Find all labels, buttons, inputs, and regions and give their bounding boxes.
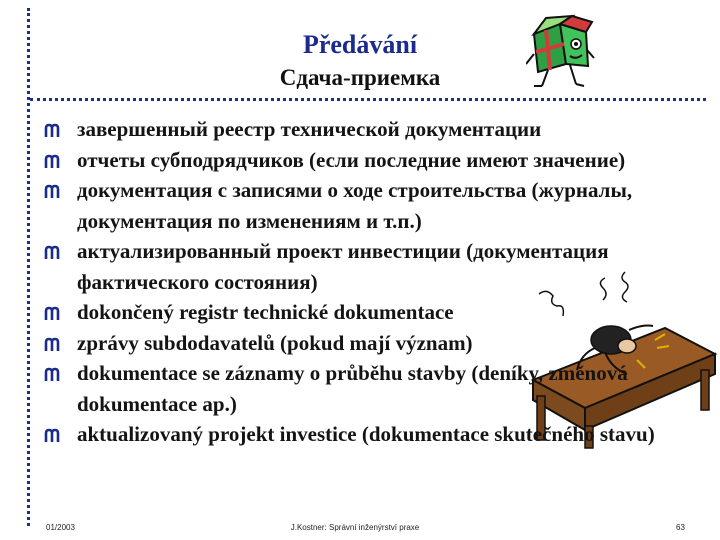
- m-bullet-icon: [44, 122, 60, 138]
- footer-date: 01/2003: [46, 523, 75, 532]
- bullet-text: отчеты субподрядчиков (если последние имеют значение): [77, 147, 626, 172]
- m-bullet-icon: [44, 153, 60, 169]
- slide-title: Předávání: [302, 30, 418, 59]
- page-number: 63: [676, 523, 685, 532]
- bullet-text: aktualizovaný projekt investice (dokumentace skutečného stavu): [77, 422, 655, 446]
- m-bullet-icon: [44, 427, 60, 443]
- bullet-item: [44, 297, 716, 328]
- title-divider: [30, 98, 706, 101]
- bullet-text: завершенный реестр технической документации: [77, 117, 542, 141]
- bullet-text: dokumentace se záznamy o průběhu stavby (deníky, změnová dokumentace ap.): [77, 361, 628, 416]
- bullet-text: актуализированный проект инвестиции (документация фактического состояния): [77, 239, 609, 294]
- m-bullet-icon: [44, 244, 60, 260]
- m-bullet-icon: [44, 183, 60, 199]
- bullet-item: [44, 145, 716, 176]
- m-bullet-icon: [44, 366, 60, 382]
- left-dotted-border: [27, 8, 30, 526]
- walking-box-illustration: [526, 14, 596, 90]
- m-bullet-icon: [44, 305, 60, 321]
- slide-subtitle: Сдача-приемка: [279, 65, 441, 90]
- bullet-item: [44, 419, 716, 450]
- bullet-text: zprávy subdodavatelů (pokud mají význam): [77, 330, 473, 355]
- bullet-item: [44, 236, 716, 297]
- bullet-text: dokončený registr technické dokumentace: [77, 300, 454, 324]
- bullet-text: документация с записями о ходе строительства (журналы, документация по изменениям и т.п.): [77, 178, 633, 233]
- bullet-item: [44, 358, 716, 419]
- bullet-item: [44, 114, 716, 145]
- bullet-item: [44, 175, 716, 236]
- bullet-list: [44, 114, 716, 450]
- m-bullet-icon: [44, 336, 60, 352]
- bullet-item: [44, 328, 716, 359]
- footer-author: J.Kostner: Správní inženýrství praxe: [290, 523, 420, 532]
